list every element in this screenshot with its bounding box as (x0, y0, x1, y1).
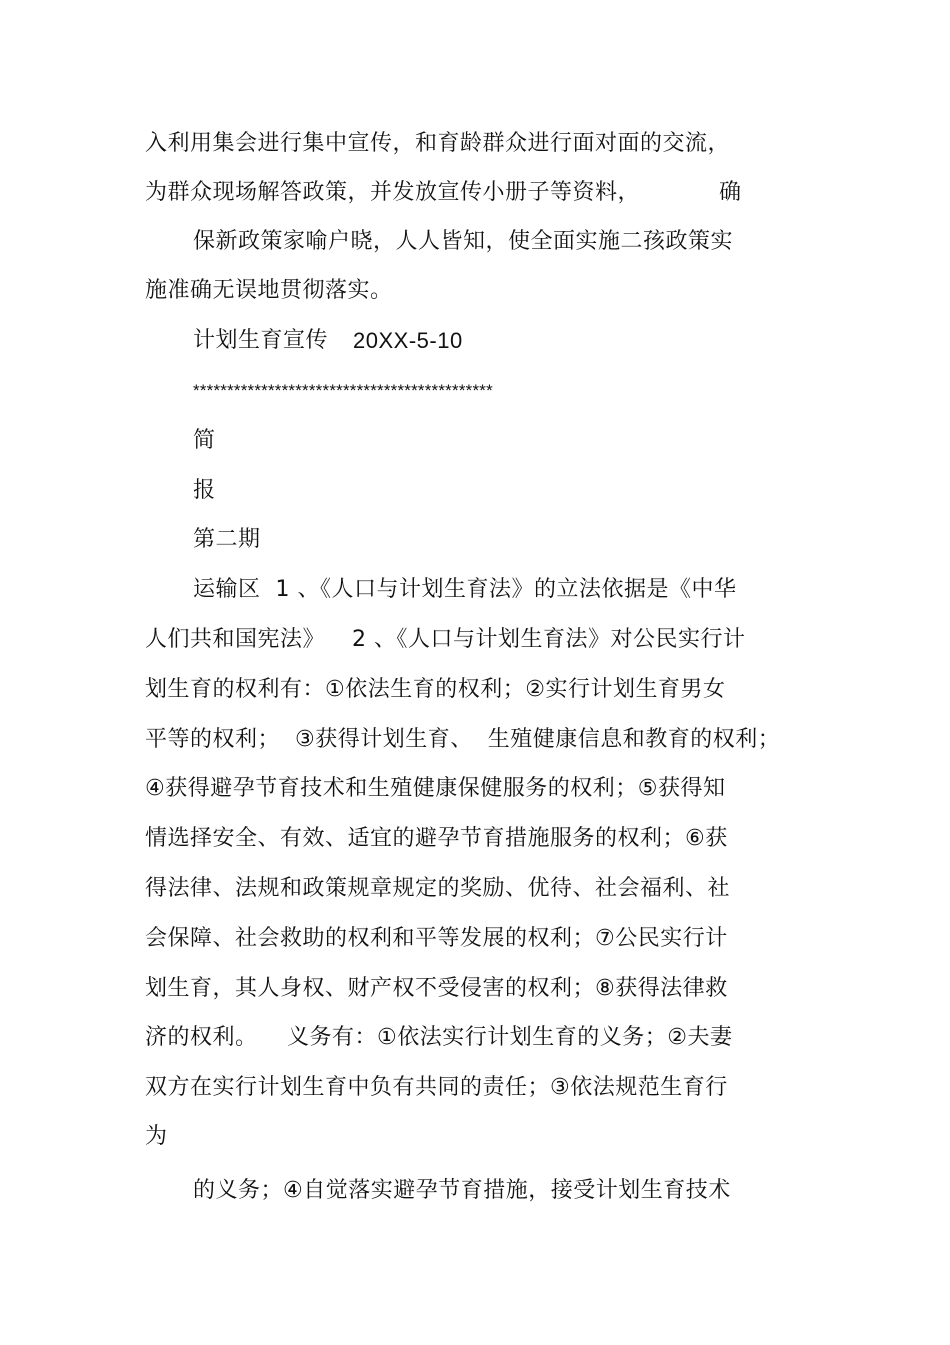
text-line: 入利用集会进行集中宣传，和育龄群众进行面对面的交流， (145, 131, 731, 156)
text-line: 双方在实行计划生育中负有共同的责任；③依法规范生育行 (145, 1075, 728, 1100)
date-text: 20XX-5-10 (353, 328, 463, 353)
text-line: 会保障、社会救助的权利和平等发展的权利；⑦公民实行计 (145, 926, 728, 951)
text-line: 2 、《人口与计划生育法》对公民实行计 (352, 627, 746, 652)
text-line: 人们共和国宪法》 (145, 627, 326, 652)
text-line: 情选择安全、有效、适宜的避孕节育措施服务的权利；⑥获 (145, 826, 728, 851)
text-line: 简 (193, 428, 216, 453)
text-line: 运输区 1 、《人口与计划生育法》的立法依据是《中华 (193, 577, 737, 602)
text-line: 得法律、法规和政策规章规定的奖励、优待、社会福利、社 (145, 876, 731, 901)
text-line: 为 (145, 1124, 168, 1149)
text-line: 第二期 (193, 527, 261, 552)
text-line: 的义务；④自觉落实避孕节育措施，接受计划生育技术 (193, 1178, 731, 1203)
text-line: ④获得避孕节育技术和生殖健康保健服务的权利；⑤获得知 (145, 776, 726, 801)
text-line: 划生育的权利有：①依法生育的权利；②实行计划生育男女 (145, 677, 726, 702)
text-line: 保新政策家喻户晓，人人皆知，使全面实施二孩政策实 (193, 229, 734, 254)
text-line: 划生育，其人身权、财产权不受侵害的权利；⑧获得法律救 (145, 976, 728, 1001)
text-line: 施准确无误地贯彻落实。 (145, 278, 393, 303)
text-line: 平等的权利； ③获得计划生育、 生殖健康信息和教育的权利； (145, 727, 781, 752)
text-line: 确 (719, 180, 742, 205)
text-line: 报 (193, 478, 216, 503)
text-line: 济的权利。 (145, 1025, 258, 1050)
separator-line: ******************************************** (193, 381, 493, 400)
text-line: 为群众现场解答政策，并发放宣传小册子等资料， (145, 180, 641, 205)
text-line: 义务有：①依法实行计划生育的义务；②夫妻 (287, 1025, 733, 1050)
text-line: 计划生育宣传 (193, 328, 329, 353)
